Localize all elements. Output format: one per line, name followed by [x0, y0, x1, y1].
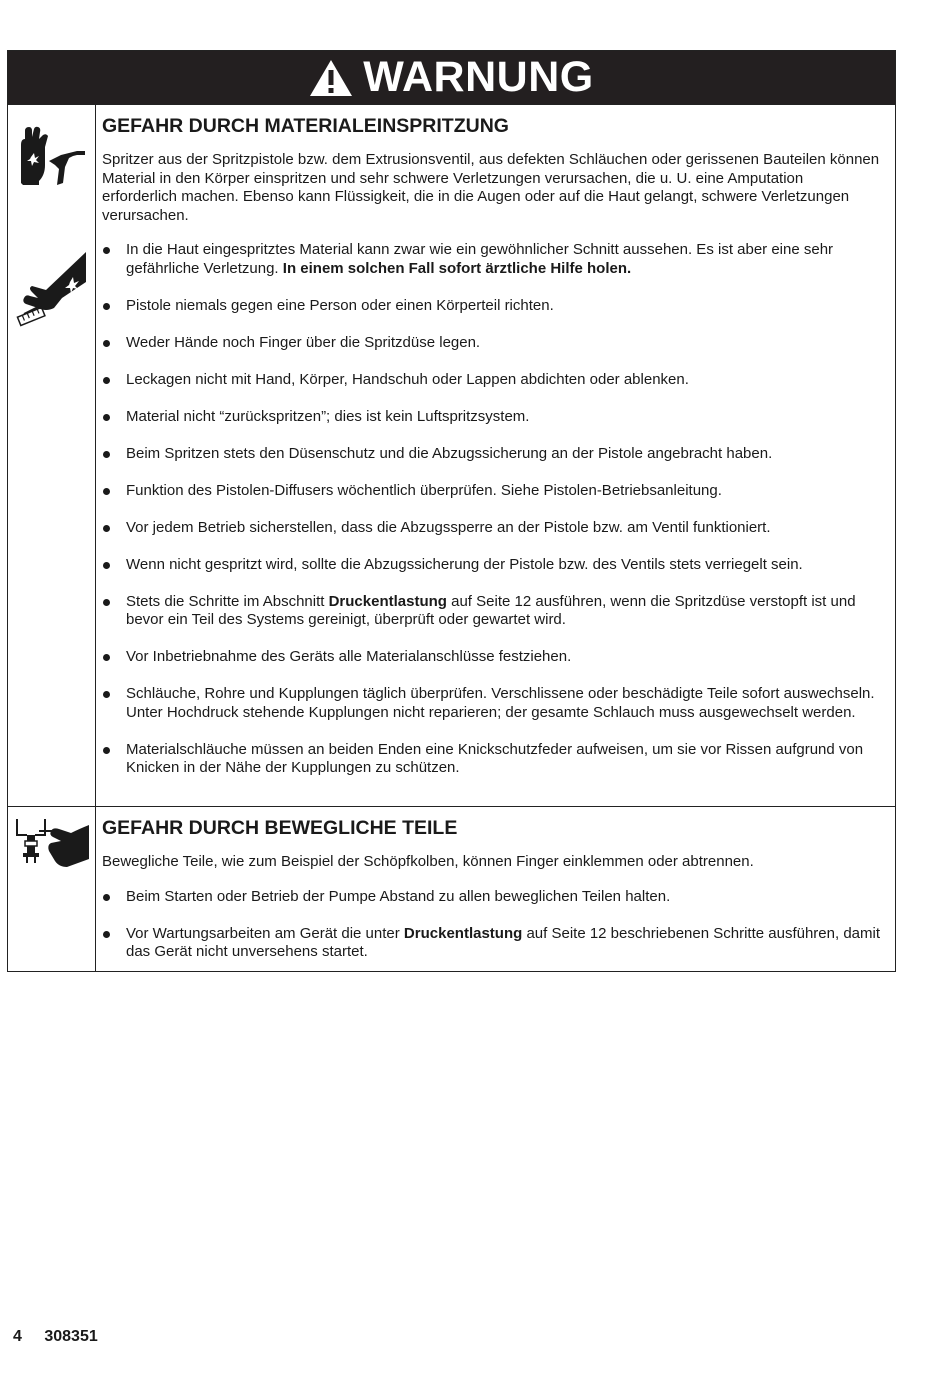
section-injection-hazard	[8, 104, 895, 806]
list-item: Funktion des Pistolen-Diffusers wöchentlich überprüfen. Siehe Pistolen-Betriebsanleitung.	[102, 482, 881, 501]
section-moving-parts-hazard	[8, 806, 895, 971]
list-item: Material nicht “zurückspritzen”; dies ist kein Luftspritzsystem.	[102, 408, 881, 427]
section-content	[96, 807, 895, 971]
list-item: Wenn nicht gespritzt wird, sollte die Abzugssicherung der Pistole bzw. des Ventils stets verriegelt sein.	[102, 556, 881, 575]
section-title: GEFAHR DURCH BEWEGLICHE TEILE	[102, 817, 458, 839]
section-intro: Bewegliche Teile, wie zum Beispiel der Schöpfkolben, können Finger einklemmen oder abtrennen.	[102, 853, 754, 870]
hand-spray-gun-icon	[15, 125, 87, 187]
bullet-list	[102, 888, 881, 962]
page-footer	[13, 1328, 116, 1346]
icon-column	[8, 807, 96, 971]
hand-moving-parts-icon	[15, 817, 91, 869]
section-intro: Spritzer aus der Spritzpistole bzw. dem Extrusionsventil, aus defekten Schläuchen oder gerissenen Bauteilen können Material in den Körper einspritzen und sehr schwere Verletzungen verursachen, die u. U. eine Amputation erforderlich machen. Ebenso kann Flüssigkeit, die in die Augen oder auf die Haut gelangt, schwere Verletzungen verursachen.	[102, 151, 880, 224]
document-number: 308351	[44, 1328, 98, 1345]
page-number: 4	[13, 1328, 22, 1345]
section-content	[96, 105, 895, 806]
list-item: Schläuche, Rohre und Kupplungen täglich überprüfen. Verschlissene oder beschädigte Teile sofort auswechseln. Unter Hochdruck stehende Kupplungen nicht reparieren; der gesamte Schlauch muss ausgewechselt werden.	[102, 685, 881, 722]
list-item: Beim Starten oder Betrieb der Pumpe Abstand zu allen beweglichen Teilen halten.	[102, 888, 881, 907]
section-title: GEFAHR DURCH MATERIALEINSPRITZUNG	[102, 115, 509, 137]
icon-column	[8, 105, 96, 806]
list-item: Vor jedem Betrieb sicherstellen, dass die Abzugssperre an der Pistole bzw. am Ventil funktioniert.	[102, 519, 881, 538]
list-item: Materialschläuche müssen an beiden Enden eine Knickschutzfeder aufweisen, um sie vor Rissen aufgrund von Knicken in der Nähe der Kupplungen zu schützen.	[102, 741, 881, 778]
list-item: Beim Spritzen stets den Düsenschutz und die Abzugssicherung an der Pistole angebracht haben.	[102, 445, 881, 464]
list-item: Weder Hände noch Finger über die Spritzdüse legen.	[102, 334, 881, 353]
warning-triangle-icon	[309, 59, 353, 97]
list-item: Leckagen nicht mit Hand, Körper, Handschuh oder Lappen abdichten oder ablenken.	[102, 371, 881, 390]
list-item: Stets die Schritte im Abschnitt Druckentlastung auf Seite 12 ausführen, wenn die Spritzdüse verstopft ist und bevor ein Teil des Systems gereinigt, überprüft oder gewartet wird.	[102, 593, 881, 630]
warning-header	[8, 51, 895, 104]
list-item: Pistole niemals gegen eine Person oder einen Körperteil richten.	[102, 297, 881, 316]
list-item: In die Haut eingespritztes Material kann zwar wie ein gewöhnlicher Schnitt aussehen. Es ist aber eine sehr gefährliche Verletzung. In einem solchen Fall sofort ärztliche Hilfe holen.	[102, 241, 881, 278]
warning-box	[7, 50, 896, 972]
hand-injection-hose-icon	[16, 252, 88, 328]
warning-title: WARNUNG	[363, 53, 594, 101]
list-item: Vor Wartungsarbeiten am Gerät die unter Druckentlastung auf Seite 12 beschriebenen Schritte ausführen, damit das Gerät nicht unversehens startet.	[102, 925, 881, 962]
list-item: Vor Inbetriebnahme des Geräts alle Materialanschlüsse festziehen.	[102, 648, 881, 667]
bullet-list	[102, 241, 881, 778]
